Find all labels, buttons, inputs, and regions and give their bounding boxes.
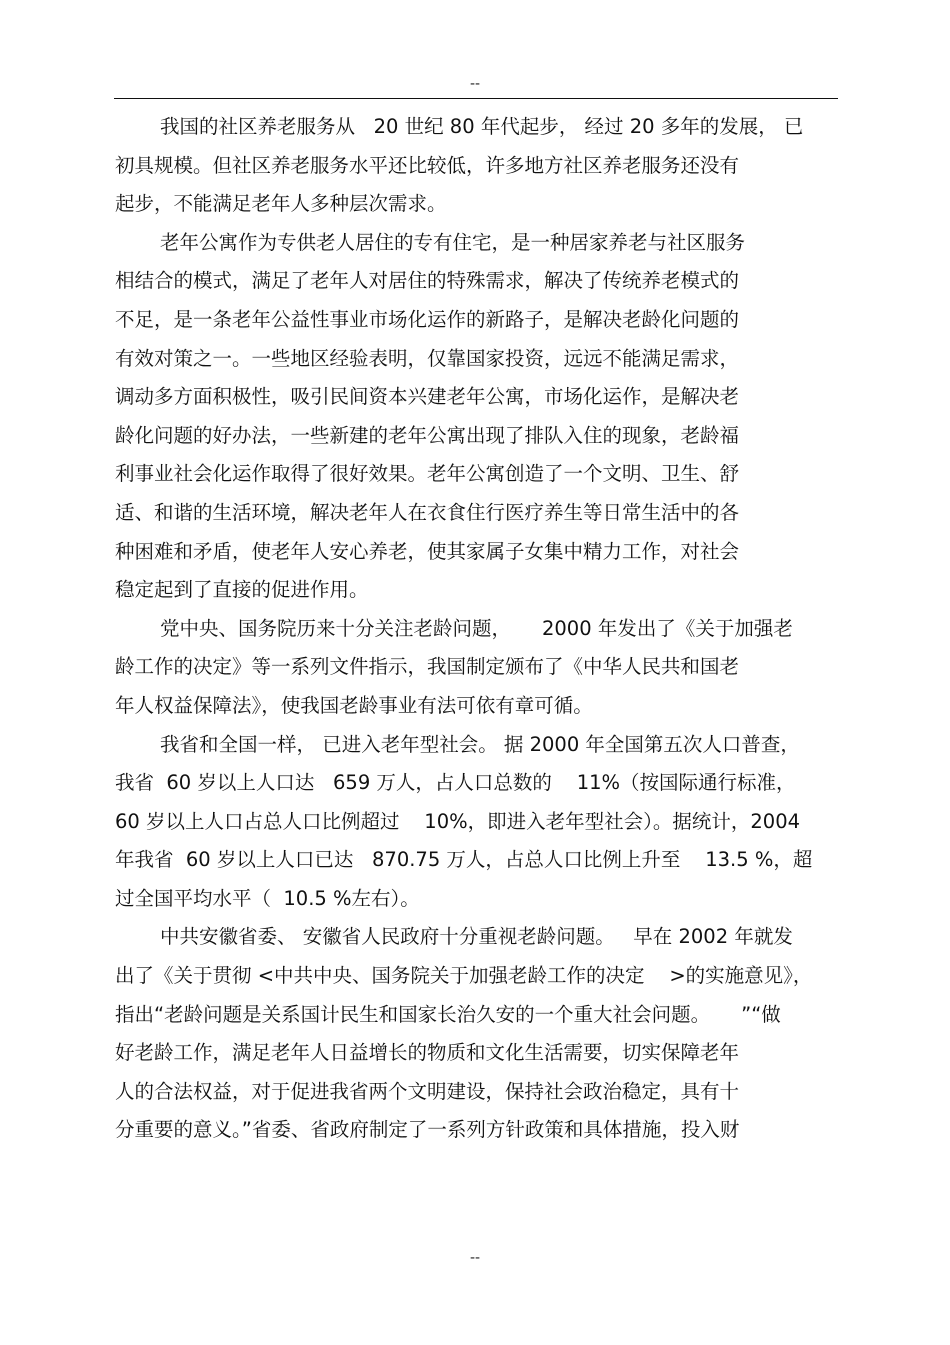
text-line: 我省和全国一样， 已进入老年型社会。 据 2000 年全国第五次人口普查， [160, 732, 800, 756]
text-line: 分重要的意义。”省委、省政府制定了一系列方针政策和具体措施，投入财 [115, 1118, 740, 1142]
text-line: 初具规模。但社区养老服务水平还比较低，许多地方社区养老服务还没有 [115, 153, 740, 177]
text-line: 年人权益保障法》，使我国老龄事业有法可依有章可循。 [115, 693, 593, 717]
text-line: 年我省 60 岁以上人口已达 870.75 万人，占总人口比例上升至 13.5 %，超 [115, 848, 813, 872]
text-line: 人的合法权益，对于促进我省两个文明建设，保持社会政治稳定，具有十 [115, 1079, 740, 1103]
text-line: 老年公寓作为专供老人居住的专有住宅，是一种居家养老与社区服务 [160, 230, 746, 254]
text-line: 适、和谐的生活环境，解决老年人在衣食住行医疗养生等日常生活中的各 [115, 500, 740, 524]
text-line: 龄化问题的好办法，一些新建的老年公寓出现了排队入住的现象，老龄福 [115, 423, 740, 447]
text-line: 起步，不能满足老年人多种层次需求。 [115, 192, 447, 216]
text-line: 不足，是一条老年公益性事业市场化运作的新路子，是解决老龄化问题的 [115, 307, 740, 331]
text-line: 指出“老龄问题是关系国计民生和国家长治久安的一个重大社会问题。 ”“做 [115, 1002, 781, 1026]
text-line: 过全国平均水平（ 10.5 %左右）。 [115, 886, 420, 910]
text-line: 好老龄工作，满足老年人日益增长的物质和文化生活需要，切实保障老年 [115, 1041, 740, 1065]
text-line: 60 岁以上人口占总人口比例超过 10%，即进入老年型社会）。据统计，2004 [115, 809, 801, 833]
text-line: 相结合的模式，满足了老年人对居住的特殊需求，解决了传统养老模式的 [115, 269, 740, 293]
page-footer-mark: -- [469, 1250, 481, 1266]
text-line: 出了《关于贯彻 <中共中央、国务院关于加强老龄工作的决定 >的实施意见》， [115, 964, 813, 988]
text-line: 我国的社区养老服务从 20 世纪 80 年代起步， 经过 20 多年的发展， 已 [160, 115, 804, 138]
body-text [115, 108, 840, 1150]
text-line: 龄工作的决定》等一系列文件指示，我国制定颁布了《中华人民共和国老 [115, 655, 740, 679]
text-line: 调动多方面积极性，吸引民间资本兴建老年公寓，市场化运作，是解决老 [115, 385, 740, 409]
text-line: 有效对策之一。一些地区经验表明，仅靠国家投资，远远不能满足需求， [115, 346, 740, 370]
text-line: 利事业社会化运作取得了很好效果。老年公寓创造了一个文明、卫生、舒 [115, 462, 740, 486]
text-line: 稳定起到了直接的促进作用。 [115, 578, 369, 602]
header-rule [114, 98, 838, 99]
text-line: 我省 60 岁以上人口达 659 万人，占人口总数的 11%（按国际通行标准， [115, 771, 796, 795]
page-header-mark: -- [469, 76, 481, 92]
text-line: 中共安徽省委、 安徽省人民政府十分重视老龄问题。 早在 2002 年就发 [160, 925, 793, 949]
text-line: 种困难和矛盾，使老年人安心养老，使其家属子女集中精力工作，对社会 [115, 539, 740, 563]
text-line: 党中央、国务院历来十分关注老龄问题， 2000 年发出了《关于加强老 [160, 616, 793, 640]
